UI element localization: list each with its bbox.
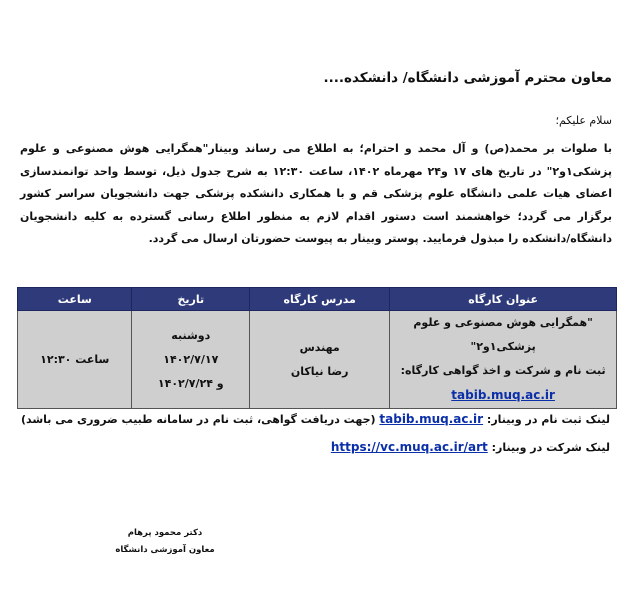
time-value: ساعت ۱۲:۳۰ — [40, 352, 110, 366]
workshop-title-text: "همگرایی هوش مصنوعی و علوم پزشکی۱و۲" — [413, 316, 593, 353]
signature-title: معاون آموزشی دانشگاه — [115, 545, 215, 555]
workshop-registration-text: ثبت نام و شرکت و اخذ گواهی کارگاه: — [400, 364, 606, 377]
header-date: تاریخ — [132, 288, 250, 311]
date-weekday: دوشنبه — [171, 328, 211, 342]
letter-heading: معاون محترم آموزشی دانشگاه/ دانشکده.... — [323, 70, 612, 86]
header-teacher: مدرس کارگاه — [250, 288, 390, 311]
letter-greeting: سلام علیکم؛ — [555, 114, 612, 127]
cell-teacher — [250, 311, 390, 409]
table-header-row — [18, 288, 617, 311]
join-link-line — [20, 440, 610, 454]
signature-name: دکتر محمود پرهام — [127, 528, 203, 538]
cell-workshop-title — [390, 311, 617, 409]
workshop-table — [17, 287, 617, 409]
teacher-name: رضا نیاکان — [290, 364, 349, 378]
header-workshop-title: عنوان کارگاه — [390, 288, 617, 311]
registration-note: (جهت دریافت گواهی، ثبت نام در سامانه طبیب ضروری می باشد) — [20, 413, 376, 426]
registration-link-line — [20, 412, 610, 426]
cell-date — [132, 311, 250, 409]
date-second: و ۱۴۰۲/۷/۲۴ — [157, 376, 224, 390]
workshop-registration-link[interactable]: tabib.muq.ac.ir — [451, 388, 555, 402]
join-label: لینک شرکت در وبینار: — [491, 441, 610, 454]
teacher-title: مهندس — [299, 340, 340, 354]
registration-link[interactable]: tabib.muq.ac.ir — [379, 412, 484, 426]
join-link[interactable]: https://vc.muq.ac.ir/art — [330, 440, 488, 454]
cell-time — [18, 311, 132, 409]
date-first: ۱۴۰۲/۷/۱۷ — [163, 352, 219, 366]
table-row — [18, 311, 617, 409]
registration-label: لینک ثبت نام در وبینار: — [486, 413, 610, 426]
header-time: ساعت — [18, 288, 132, 311]
letter-body: با صلوات بر محمد(ص) و آل محمد و احترام؛ به اطلاع می رساند وبینار"همگرایی هوش مصنوعی و علوم پزشکی۱و۲" در تاریخ های ۱۷ و۲۴ مهرماه ۱۴۰۲، ساعت ۱۲:۳۰ به شرح جدول ذیل، توسط واحد توانمندسازی اعضای هیات علمی دانشگاه علوم پزشکی قم و با همکاری دانشکده پزشکی جهت دانشجویان سراسر کشور برگزار می گردد؛ خواهشمند است دستور اقدام لازم به منظور اطلاع رسانی گسترده به کلیه دانشجویان دانشگاه/دانشکده را مبذول فرمایید. پوستر وبینار به پیوست حضورتان ارسال می گردد. — [20, 142, 612, 245]
